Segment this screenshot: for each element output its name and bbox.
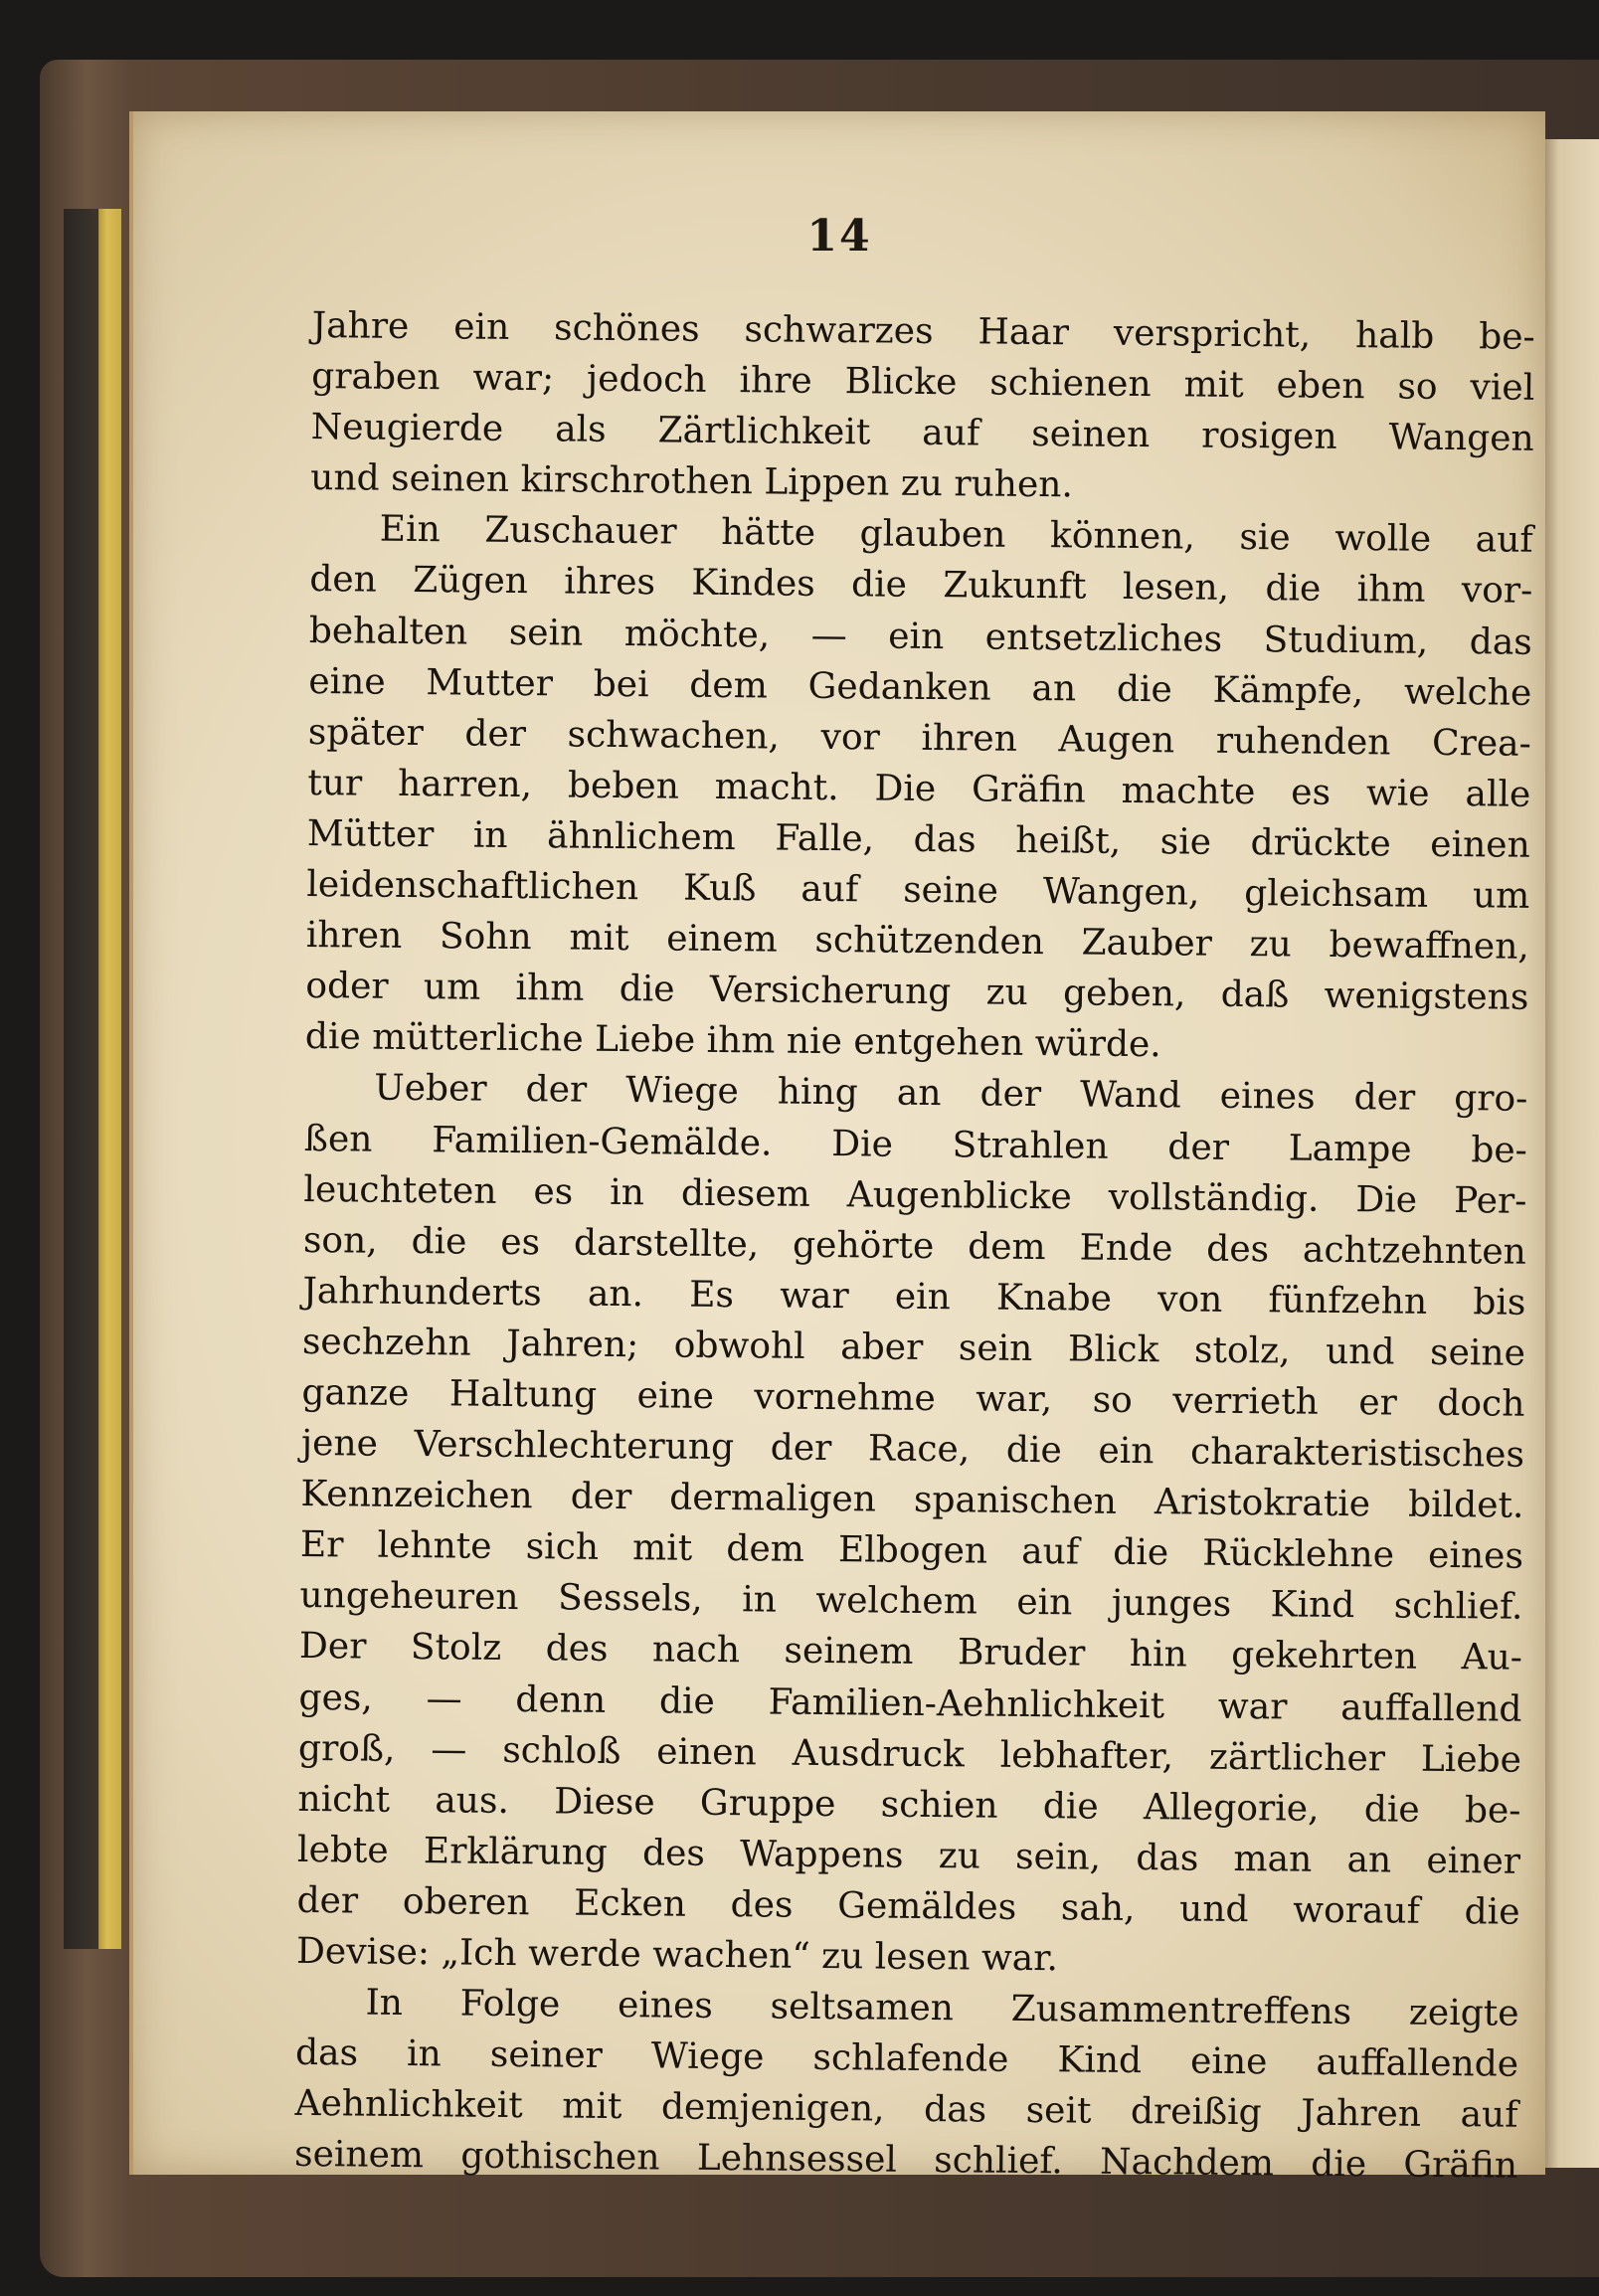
page-number: 14: [806, 211, 872, 262]
text-line: behalten sein möchte, — ein entsetzliches Studium, das: [308, 610, 1532, 663]
text-line: Ueber der Wiege hing an der Wand eines der gro-: [374, 1068, 1528, 1121]
text-line: tur harren, beben macht. Die Gräfin machte es wie alle: [307, 762, 1531, 815]
text-line: son, die es darstellte, gehörte dem Ende des achtzehnten: [302, 1219, 1527, 1273]
text-line: Neugierde als Zärtlichkeit auf seinen rosigen Wangen: [310, 407, 1534, 459]
text-line: ihren Sohn mit einem schützenden Zauber zu bewaffnen,: [305, 915, 1530, 968]
text-line: eine Mutter bei dem Gedanken an die Kämpfe, welche: [308, 660, 1532, 714]
text-line: oder um ihm die Versicherung zu geben, daß wenigstens: [305, 966, 1529, 1018]
text-line: Devise: „Ich werde wachen“ zu lesen war.: [295, 1930, 1059, 1980]
text-line: groß, — schloß einen Ausdruck lebhafter, zärtlicher Liebe: [297, 1727, 1522, 1781]
text-line: Jahrhunderts an. Es war ein Knabe von fünfzehn bis: [302, 1270, 1526, 1324]
book-spine-edge: [64, 209, 121, 1949]
text-line: seinem gothischen Lehnsessel schlief. Nachdem die Gräfin: [293, 2134, 1518, 2188]
text-line: ßen Familien-Gemälde. Die Strahlen der Lampe be-: [303, 1118, 1528, 1171]
text-line: leidenschaftlichen Kuß auf seine Wangen, gleichsam um: [306, 864, 1530, 917]
text-line: Ein Zuschauer hätte glauben können, sie wolle auf: [379, 509, 1533, 562]
text-line: Aehnlichkeit mit demjenigen, das seit dreißig Jahren auf: [294, 2083, 1518, 2137]
text-line: die mütterliche Liebe ihm nie entgehen würde.: [304, 1016, 1161, 1066]
facing-page-edge: [1541, 139, 1599, 2168]
text-line: ges, — denn die Familien-Aehnlichkeit war auffallend: [298, 1677, 1522, 1730]
text-line: ungeheuren Sessels, in welchem ein junges Kind schlief.: [299, 1575, 1523, 1629]
book-page: [129, 111, 1545, 2188]
text-line: Der Stolz des nach seinem Bruder hin gekehrten Au-: [298, 1626, 1523, 1679]
text-line: leuchteten es in diesem Augenblicke vollständig. Die Per-: [303, 1168, 1527, 1222]
text-line: graben war; jedoch ihre Blicke schienen mit eben so viel: [311, 356, 1535, 409]
text-line: Kennzeichen der dermaligen spanischen Aristokratie bildet.: [300, 1474, 1524, 1526]
text-line: Mütter in ähnlichem Falle, das heißt, sie drückte einen: [306, 812, 1530, 866]
text-line: In Folge eines seltsamen Zusammentreffens zeigte: [365, 1982, 1519, 2034]
text-line: Er lehnte sich mit dem Elbogen auf die Rücklehne eines: [299, 1524, 1524, 1577]
text-line: sechzehn Jahren; obwohl aber sein Blick stolz, und seine: [301, 1321, 1526, 1374]
text-line: den Zügen ihres Kindes die Zukunft lesen, die ihm vor-: [309, 559, 1533, 613]
text-line: jene Verschlechterung der Race, die ein charakteristisches: [300, 1423, 1525, 1476]
page-text: [294, 300, 1535, 2192]
text-line: Jahre ein schönes schwarzes Haar verspricht, halb be-: [311, 304, 1535, 358]
text-line: nicht aus. Diese Gruppe schien die Allegorie, die be-: [297, 1778, 1521, 1832]
text-line: und seinen kirschrothen Lippen zu ruhen.: [310, 457, 1074, 506]
text-line: später der schwachen, vor ihren Augen ruhenden Crea-: [307, 711, 1531, 765]
text-line: lebte Erklärung des Wappens zu sein, das man an einer: [296, 1829, 1521, 1882]
text-line: ganze Haltung eine vornehme war, so verrieth er doch: [301, 1371, 1525, 1425]
text-line: das in seiner Wiege schlafende Kind eine auffallende: [294, 2032, 1519, 2085]
text-line: der oberen Ecken des Gemäldes sah, und worauf die: [296, 1879, 1520, 1933]
